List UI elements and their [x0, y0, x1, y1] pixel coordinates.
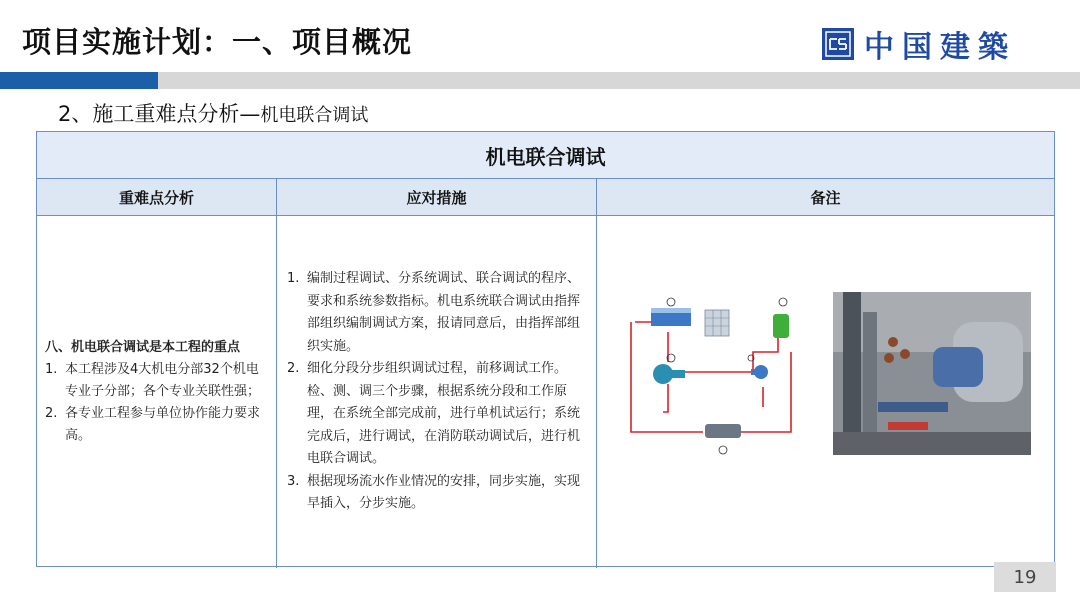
logo-text: 中国建築 — [864, 30, 1016, 65]
measures-cell — [277, 216, 597, 568]
hvac-system-diagram — [623, 292, 808, 462]
table-header-row — [37, 179, 1054, 216]
pump-icon — [653, 354, 685, 384]
subtitle-topic: 机电联合调试 — [260, 105, 369, 126]
cscec-logo-icon — [822, 28, 854, 60]
table-title: 机电联合调试 — [37, 132, 1054, 179]
page-title: 项目实施计划：一、项目概况 — [22, 25, 413, 59]
page-number: 19 — [994, 562, 1056, 592]
pump-icon — [748, 355, 768, 379]
machine-room-photo — [833, 292, 1031, 455]
water-tank-icon — [705, 310, 729, 336]
column-header-remarks: 备注 — [810, 188, 841, 207]
company-logo — [822, 22, 1016, 66]
list-item: 1. 编制过程调试、分系统调试、联合调试的程序、要求和系统参数指标。机电系统联合调试由指挥部组织编制调试方案，报请同意后，由指挥部组织实施。 — [287, 271, 581, 354]
header-accent-bar — [0, 72, 158, 89]
analysis-cell — [37, 216, 277, 568]
list-item: 3. 根据现场流水作业情况的安排，同步实施，实现早插入，分步实施。 — [287, 473, 581, 512]
list-item: 1. 本工程涉及4大机电分部32个机电专业子分部；各个专业关联性强； — [45, 362, 261, 399]
section-subtitle — [58, 98, 368, 128]
table-row — [37, 216, 1054, 568]
green-tower-icon — [773, 298, 789, 338]
list-item: 2. 细化分段分步组织调试过程，前移调试工作。检、测、调三个步骤，根据系统分段和工作原理，在系统全部完成前，进行单机试运行；系统完成后，进行调试，在消防联动调试后，进行机电联合调试。 — [287, 361, 581, 467]
analysis-heading: 八、机电联合调试是本工程的重点 — [45, 340, 241, 355]
chiller-icon — [705, 424, 741, 454]
column-header-measures: 应对措施 — [277, 179, 597, 215]
commissioning-table — [36, 131, 1055, 567]
cooling-tower-icon — [651, 298, 691, 326]
subtitle-main: 2、施工重难点分析— — [58, 102, 261, 126]
list-item: 2. 各专业工程参与单位协作能力要求高。 — [45, 406, 261, 443]
remarks-cell — [597, 216, 1054, 568]
column-header-analysis: 重难点分析 — [37, 179, 277, 215]
header-divider-bar — [158, 72, 1080, 89]
